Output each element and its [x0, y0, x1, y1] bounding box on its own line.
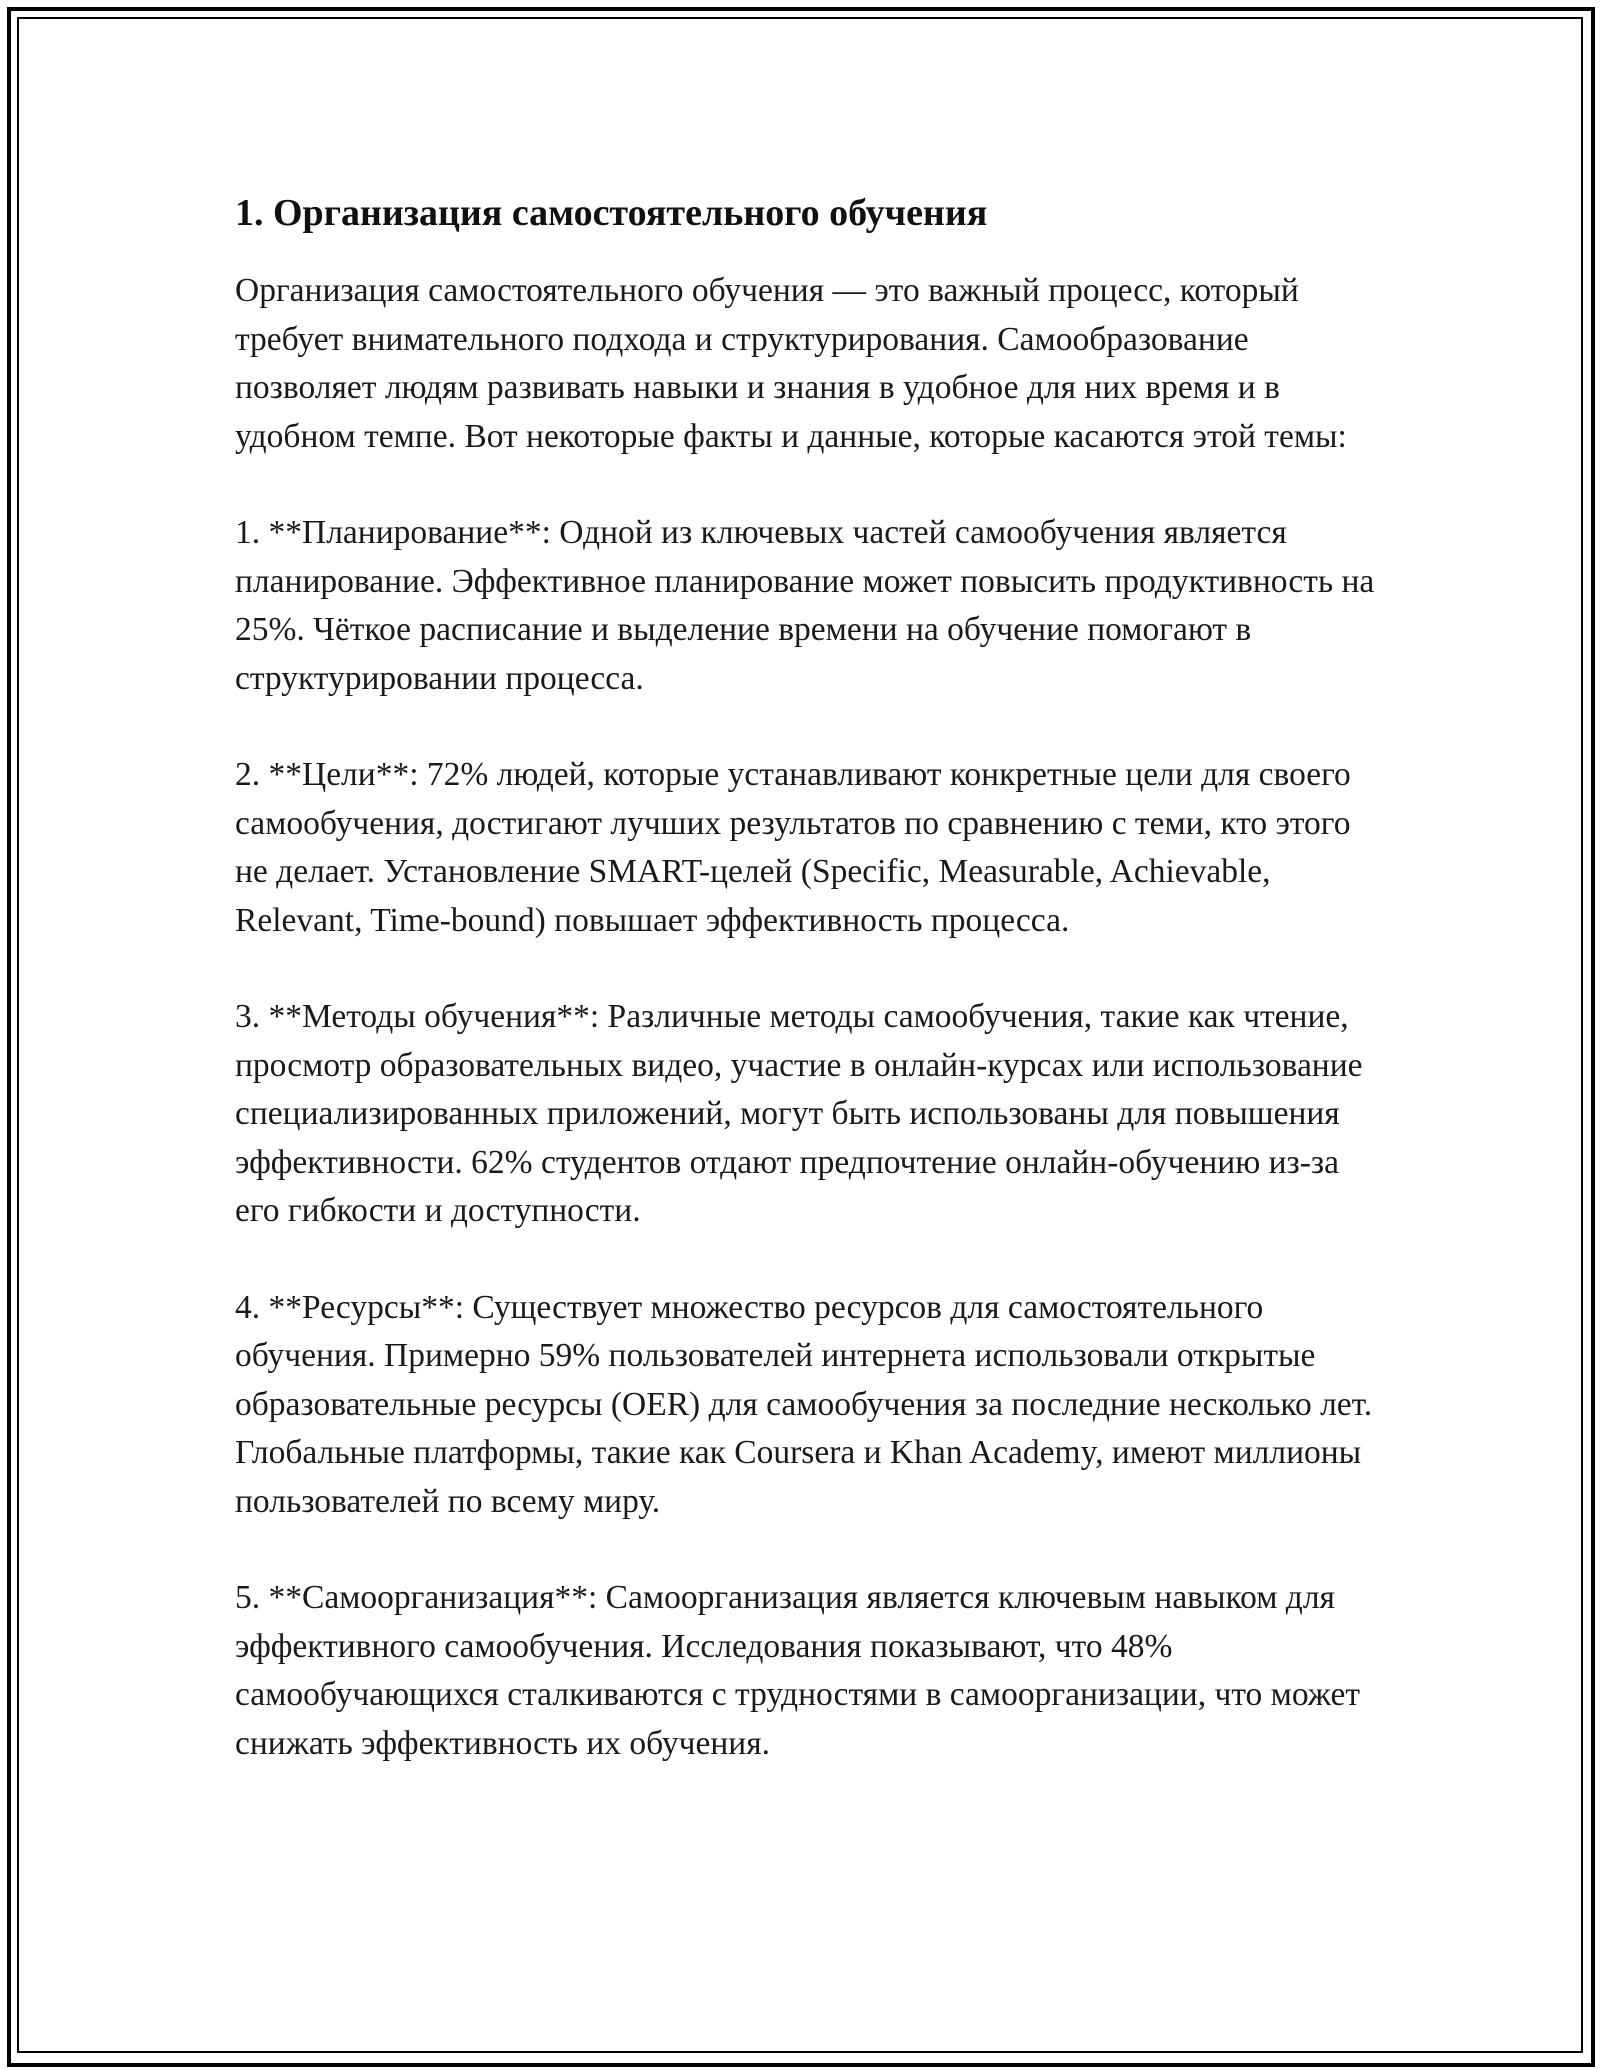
intro-paragraph: Организация самостоятельного обучения — это важный процесс, который требует внимательного подхода и структурирования. Самообразование позволяет людям развивать навыки и знания в удобное для них время и в удобном темпе. Вот некоторые факты и данные, которые касаются этой темы: [235, 272, 1347, 455]
list-item-methods: 3. **Методы обучения**: Различные методы самообучения, такие как чтение, просмотр образовательных видео, участие в онлайн-курсах или использование специализированных приложений, могут быть использованы для повышения эффективности. 62% студентов отдают предпочтение онлайн-обучению из-за его гибкости и доступности. [235, 998, 1363, 1229]
section-heading: 1. Организация самостоятельного обучения [235, 192, 988, 234]
list-item-resources: 4. **Ресурсы**: Существует множество ресурсов для самостоятельного обучения. Примерно 59% пользователей интернета использовали открытые образовательные ресурсы (OER) для самообучения за последние несколько лет. Глобальные платформы, такие как Coursera и Khan Academy, имеют миллионы пользователей по всему миру. [235, 1288, 1373, 1520]
list-item-planning: 1. **Планирование**: Одной из ключевых частей самообучения является планирование. Эффективное планирование может повысить продуктивность на 25%. Чёткое расписание и выделение времени на обучение помогают в структурировании процесса. [235, 514, 1375, 697]
list-item-self-organization: 5. **Самоорганизация**: Самоорганизация является ключевым навыком для эффективного самообучения. Исследования показывают, что 48% самообучающихся сталкиваются с трудностями в самоорганизации, что может снижать эффективность их обучения. [235, 1579, 1360, 1762]
list-item-goals: 2. **Цели**: 72% людей, которые устанавливают конкретные цели для своего самообучения, достигают лучших результатов по сравнению с теми, кто этого не делает. Установление SMART-целей (Specific, Measurable, Achievable, Relevant, Time-bound) повышает эффективность процесса. [235, 756, 1351, 939]
document-body [235, 185, 1385, 1816]
